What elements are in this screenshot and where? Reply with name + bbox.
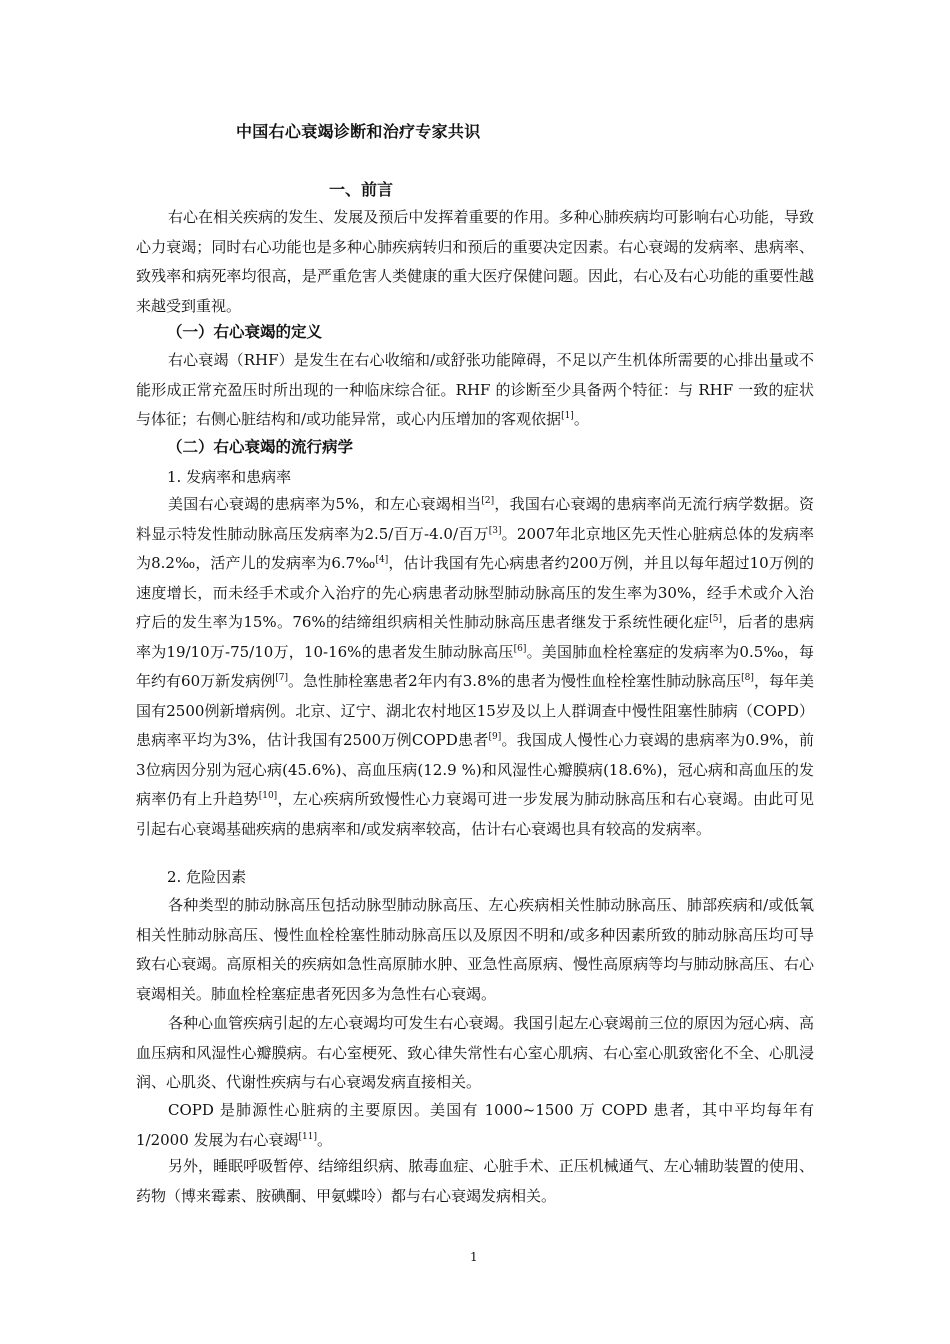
risk-paragraph-pah: 各种类型的肺动脉高压包括动脉型肺动脉高压、左心疾病相关性肺动脉高压、肺部疾病和/或低氧相关性肺动脉高压、慢性血栓栓塞性肺动脉高压以及原因不明和/或多种因素所致的肺动脉高压均可导致右心衰竭。高原相关的疾病如急性高原肺水肿、亚急性高原病、慢性高原病等均与肺动脉高压、右心衰竭相关。肺血栓栓塞症患者死因多为急性右心衰竭。	[136, 896, 814, 1003]
definition-text: 右心衰竭（RHF）是发生在右心收缩和/或舒张功能障碍，不足以产生机体所需要的心排出量或不能形成正常充盈压时所出现的一种临床综合征。RHF 的诊断至少具备两个特征：与 RHF 一致的症状与体征；右侧心脏结构和/或功能异常，或心内压增加的客观依据	[136, 351, 814, 428]
citation-ref: [9]	[488, 732, 502, 742]
citation-ref: [8]	[741, 673, 754, 683]
copd-text: COPD 是肺源性心脏病的主要原因。美国有 1000~1500 万 COPD 患者，其中平均每年有 1/2000 发展为右心衰竭	[136, 1101, 814, 1149]
incidence-paragraph	[136, 490, 814, 844]
definition-text-end: 。	[573, 410, 589, 428]
incidence-text-segment: ，估计我国有先心病患者约200万例，并且以每年超过10万例的速度增长，而未经手术或介入治疗的先心病患者动脉型肺动脉高压的发生率为30%，经手术或介入治疗后的发生率为15%。76%的结缔组织病相关性肺动脉高压患者继发于系统性硬化症	[136, 554, 814, 631]
incidence-text-segment: 。美国肺血栓栓塞症的发病率为0.5‰，每年约有60万新发病例	[136, 642, 814, 690]
item-heading-risk-factors: 2. 危险因素	[167, 868, 247, 886]
incidence-text-segment: 。2007年北京地区先天性心脏病总体的发病率为8.2‰，活产儿的发病率为6.7‰	[136, 524, 814, 572]
citation-ref: [7]	[275, 673, 288, 683]
risk-paragraph-copd	[136, 1096, 814, 1155]
subsection-heading-definition: （一）右心衰竭的定义	[167, 322, 323, 341]
incidence-text-segment: 。急性肺栓塞患者2年内有3.8%的患者为慢性血栓栓塞性肺动脉高压	[288, 672, 742, 690]
citation-ref: [6]	[513, 643, 527, 654]
citation-ref: [4]	[375, 555, 389, 565]
section-heading-preface: 一、前言	[329, 180, 394, 199]
copd-text-end: 。	[317, 1130, 333, 1149]
incidence-text-segment: 。我国成人慢性心力衰竭的患病率为0.9%，前3位病因分别为冠心病(45.6%)、高血压病(12.9 %)和风湿性心瓣膜病(18.6%)，冠心病和高血压的发病率仍有上升趋势	[136, 731, 814, 808]
citation-ref: [2]	[481, 496, 495, 506]
page-number: 1	[470, 1250, 478, 1264]
incidence-text-segment: 美国右心衰竭的患病率为5%，和左心衰竭相当	[168, 495, 482, 513]
risk-paragraph-left-heart: 各种心血管疾病引起的左心衰竭均可发生右心衰竭。我国引起左心衰竭前三位的原因为冠心病、高血压病和风湿性心瓣膜病。右心室梗死、致心律失常性右心室心肌病、右心室心肌致密化不全、心肌浸润、心肌炎、代谢性疾病与右心衰竭发病直接相关。	[136, 1014, 814, 1091]
preface-paragraph: 右心在相关疾病的发生、发展及预后中发挥着重要的作用。多种心肺疾病均可影响右心功能，导致心力衰竭；同时右心功能也是多种心肺疾病转归和预后的重要决定因素。右心衰竭的发病率、患病率、致残率和病死率均很高，是严重危害人类健康的重大医疗保健问题。因此，右心及右心功能的重要性越来越受到重视。	[136, 208, 814, 315]
definition-paragraph	[136, 346, 814, 435]
incidence-text-segment: ，后者的患病率为19/10万-75/10万，10-16%的患者发生肺动脉高压	[136, 613, 814, 661]
risk-paragraph-other: 另外，睡眠呼吸暂停、结缔组织病、脓毒血症、心脏手术、正压机械通气、左心辅助装置的使用、药物（博来霉素、胺碘酮、甲氨蝶呤）都与右心衰竭发病相关。	[136, 1157, 814, 1205]
subsection-heading-epidemiology: （二）右心衰竭的流行病学	[167, 437, 354, 456]
citation-ref: [3]	[488, 525, 502, 536]
incidence-text-segment: ，我国右心衰竭的患病率尚无流行病学数据。资料显示特发性肺动脉高压发病率为2.5/百万-4.0/百万	[136, 495, 814, 543]
item-heading-incidence: 1. 发病率和患病率	[167, 468, 292, 486]
citation-ref: [1]	[561, 411, 574, 421]
citation-ref: [11]	[298, 1131, 318, 1142]
incidence-text-segment: ，每年美国有2500例新增病例。北京、辽宁、湖北农村地区15岁及以上人群调查中慢性阻塞性肺病（COPD）患病率平均为3%，估计我国有2500万例COPD患者	[136, 672, 814, 749]
incidence-text-segment: ，左心疾病所致慢性心力衰竭可进一步发展为肺动脉高压和右心衰竭。由此可见引起右心衰竭基础疾病的患病率和/或发病率较高，估计右心衰竭也具有较高的发病率。	[136, 790, 814, 838]
citation-ref: [5]	[709, 614, 722, 624]
document-title: 中国右心衰竭诊断和治疗专家共识	[236, 122, 481, 141]
citation-ref: [10]	[258, 791, 278, 801]
